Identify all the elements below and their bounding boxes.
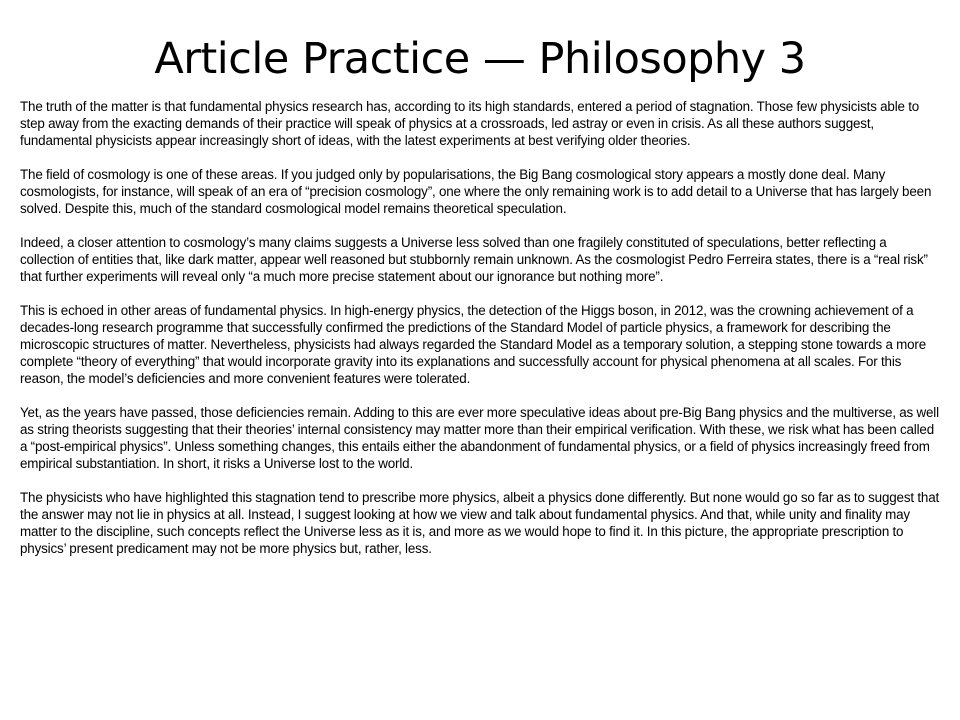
- paragraph-3: Indeed, a closer attention to cosmology’s many claims suggests a Universe less solved than one fragilely constituted of speculations, better reflecting a collection of entities that, like dark matter, appear well reasoned but stubbornly remain unknown. As the cosmologist Pedro Ferreira states, there is a “real risk” that further experiments will reveal only “a much more precise statement about our ignorance but nothing more”.: [20, 235, 928, 284]
- slide-body: [20, 98, 942, 574]
- paragraph-2: The field of cosmology is one of these areas. If you judged only by popularisations, the Big Bang cosmological story appears a mostly done deal. Many cosmologists, for instance, will speak of an era of “precision cosmology”, one where the only remaining work is to add detail to a Universe that has largely been solved. Despite this, much of the standard cosmological model remains theoretical speculation.: [20, 167, 932, 216]
- paragraph-4: This is echoed in other areas of fundamental physics. In high-energy physics, the detection of the Higgs boson, in 2012, was the crowning achievement of a decades-long research programme that successfully confirmed the predictions of the Standard Model of particle physics, a framework for describing the microscopic structures of matter. Nevertheless, physicists had always regarded the Standard Model as a temporary solution, a stepping stone towards a more complete “theory of everything” that would incorporate gravity into its explanations and successfully account for physical phenomena at all scales. For this reason, the model’s deficiencies and more convenient features were tolerated.: [20, 303, 927, 386]
- paragraph-5: Yet, as the years have passed, those deficiencies remain. Adding to this are ever more speculative ideas about pre-Big Bang physics and the multiverse, as well as string theorists suggesting that their theories’ internal consistency may matter more than their empirical verification. With these, we risk what has been called a “post-empirical physics”. Unless something changes, this entails either the abandonment of fundamental physics, or a field of physics increasingly freed from empirical substantiation. In short, it risks a Universe lost to the world.: [20, 405, 939, 471]
- paragraph-1: The truth of the matter is that fundamental physics research has, according to its high standards, entered a period of stagnation. Those few physicists able to step away from the exacting demands of their practice will speak of physics at a crossroads, led astray or even in crisis. As all these authors suggest, fundamental physicists appear increasingly short of ideas, with the latest experiments at best verifying older theories.: [20, 99, 920, 148]
- paragraph-6: The physicists who have highlighted this stagnation tend to prescribe more physics, albeit a physics done differently. But none would go so far as to suggest that the answer may not lie in physics at all. Instead, I suggest looking at how we view and talk about fundamental physics. And that, while unity and finality may matter to the discipline, such concepts reflect the Universe less as it is, and more as we would hope to find it. In this picture, the appropriate prescription to physics’ present predicament may not be more physics but, rather, less.: [20, 490, 940, 556]
- slide-title: Article Practice — Philosophy 3: [154, 34, 806, 84]
